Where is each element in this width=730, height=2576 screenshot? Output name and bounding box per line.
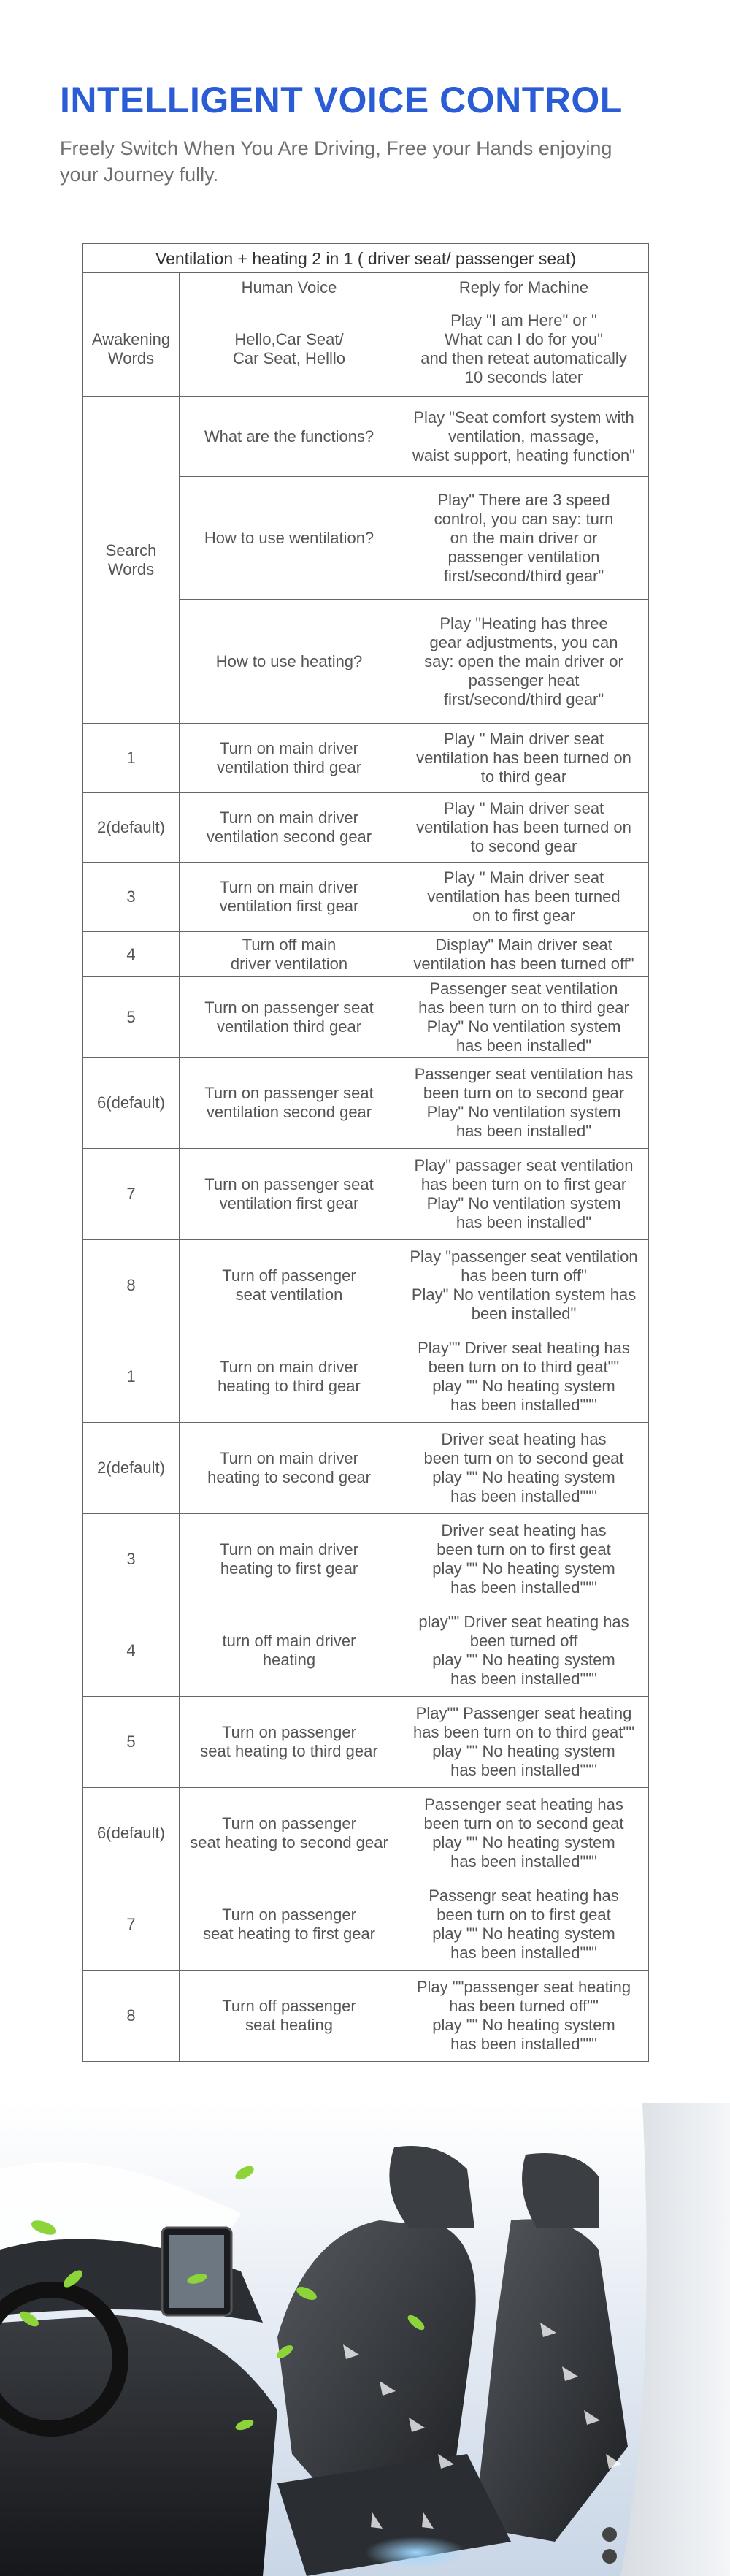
voice-command-table [82,243,649,2062]
row-number-cell: 8 [83,1240,180,1331]
row-number-cell: 5 [83,1697,180,1788]
table-row [83,977,649,1058]
seat-button-icon [602,2549,617,2564]
table-row [83,1240,649,1331]
table-row [83,1149,649,1240]
column-header-empty [83,273,180,302]
table-header-row [83,273,649,302]
human-voice-cell: Turn on main driver ventilation second gear [180,793,399,863]
machine-reply-cell: Play ""passenger seat heating has been turned off"" play "" No heating system has been installed""" [399,1971,649,2062]
table-row [83,1788,649,1879]
airflow-glow [365,2537,467,2569]
row-number-cell: 1 [83,1331,180,1423]
row-number-cell: 6(default) [83,1058,180,1149]
table-row [83,1879,649,1971]
machine-reply-cell: Play "I am Here" or " What can I do for you" and then reteat automatically 10 seconds later [399,302,649,397]
seat-button-icon [602,2527,617,2542]
human-voice-cell: Turn on main driver ventilation first gear [180,863,399,932]
human-voice-cell: Turn on passenger seat ventilation first gear [180,1149,399,1240]
human-voice-cell: Turn off passenger seat heating [180,1971,399,2062]
table-row [83,863,649,932]
machine-reply-cell: Driver seat heating has been turn on to second geat play "" No heating system has been installed""" [399,1423,649,1514]
row-number-cell: 8 [83,1971,180,2062]
row-number-cell: 1 [83,724,180,793]
table-row [83,302,649,397]
row-number-cell: 4 [83,1605,180,1697]
column-header-reply: Reply for Machine [399,273,649,302]
table-row [83,1971,649,2062]
machine-reply-cell: Play"" Driver seat heating has been turn on to third geat"" play "" No heating system has been installed""" [399,1331,649,1423]
human-voice-cell: Turn off passenger seat ventilation [180,1240,399,1331]
human-voice-cell: Turn on passenger seat heating to third gear [180,1697,399,1788]
table-row [83,1331,649,1423]
human-voice-cell: Hello,Car Seat/ Car Seat, Helllo [180,302,399,397]
table-caption: Ventilation + heating 2 in 1 ( driver seat/ passenger seat) [83,244,649,273]
column-header-human-voice: Human Voice [180,273,399,302]
human-voice-cell: Turn on passenger seat ventilation second gear [180,1058,399,1149]
human-voice-cell: How to use wentilation? [180,477,399,600]
human-voice-cell: Turn on main driver heating to first gear [180,1514,399,1605]
row-number-cell: 3 [83,863,180,932]
page-title: INTELLIGENT VOICE CONTROL [60,80,623,121]
table-row [83,1058,649,1149]
group-label-search: Search Words [83,397,180,724]
row-number-cell: 2(default) [83,793,180,863]
car-interior-illustration [0,2103,730,2576]
table-row [83,397,649,477]
table-row [83,1514,649,1605]
machine-reply-cell: Display" Main driver seat ventilation has been turned off" [399,932,649,977]
center-screen-display [169,2235,224,2308]
machine-reply-cell: play"" Driver seat heating has been turned off play "" No heating system has been installed""" [399,1605,649,1697]
row-number-cell: 7 [83,1149,180,1240]
machine-reply-cell: Passenger seat ventilation has been turn on to second gear Play" No ventilation system has been installed" [399,1058,649,1149]
machine-reply-cell: Play "Seat comfort system with ventilation, massage, waist support, heating function" [399,397,649,477]
human-voice-cell: Turn on passenger seat heating to second gear [180,1788,399,1879]
table-row [83,1423,649,1514]
table-row [83,1605,649,1697]
human-voice-cell: Turn on main driver heating to second gear [180,1423,399,1514]
table-row [83,932,649,977]
page-subtitle: Freely Switch When You Are Driving, Free your Hands enjoying your Journey fully. [60,137,612,186]
human-voice-cell: Turn off main driver ventilation [180,932,399,977]
human-voice-cell: What are the functions? [180,397,399,477]
human-voice-cell: turn off main driver heating [180,1605,399,1697]
row-number-cell: 2(default) [83,1423,180,1514]
row-number-cell: 5 [83,977,180,1058]
group-label-awakening: Awakening Words [83,302,180,397]
human-voice-cell: Turn on passenger seat ventilation third gear [180,977,399,1058]
table-row [83,724,649,793]
table-row [83,793,649,863]
human-voice-cell: Turn on main driver ventilation third gear [180,724,399,793]
machine-reply-cell: Play " Main driver seat ventilation has been turned on to third gear [399,724,649,793]
machine-reply-cell: Driver seat heating has been turn on to first geat play "" No heating system has been installed""" [399,1514,649,1605]
machine-reply-cell: Passenger seat heating has been turn on to second geat play "" No heating system has been installed""" [399,1788,649,1879]
machine-reply-cell: Play"" Passenger seat heating has been turn on to third geat"" play "" No heating system has been installed""" [399,1697,649,1788]
row-number-cell: 7 [83,1879,180,1971]
machine-reply-cell: Play" There are 3 speed control, you can say: turn on the main driver or passenger ventilation first/second/third gear" [399,477,649,600]
row-number-cell: 4 [83,932,180,977]
row-number-cell: 6(default) [83,1788,180,1879]
machine-reply-cell: Play "passenger seat ventilation has been turn off" Play" No ventilation system has been installed" [399,1240,649,1331]
machine-reply-cell: Play" passager seat ventilation has been turn on to first gear Play" No ventilation system has been installed" [399,1149,649,1240]
table-row [83,1697,649,1788]
machine-reply-cell: Play " Main driver seat ventilation has been turned on to first gear [399,863,649,932]
human-voice-cell: Turn on main driver heating to third gear [180,1331,399,1423]
human-voice-cell: How to use heating? [180,600,399,724]
human-voice-cell: Turn on passenger seat heating to first gear [180,1879,399,1971]
machine-reply-cell: Play "Heating has three gear adjustments, you can say: open the main driver or passenger heat first/second/third gear" [399,600,649,724]
row-number-cell: 3 [83,1514,180,1605]
machine-reply-cell: Passenger seat ventilation has been turn on to third gear Play" No ventilation system has been installed" [399,977,649,1058]
machine-reply-cell: Passengr seat heating has been turn on to first geat play "" No heating system has been installed""" [399,1879,649,1971]
machine-reply-cell: Play " Main driver seat ventilation has been turned on to second gear [399,793,649,863]
